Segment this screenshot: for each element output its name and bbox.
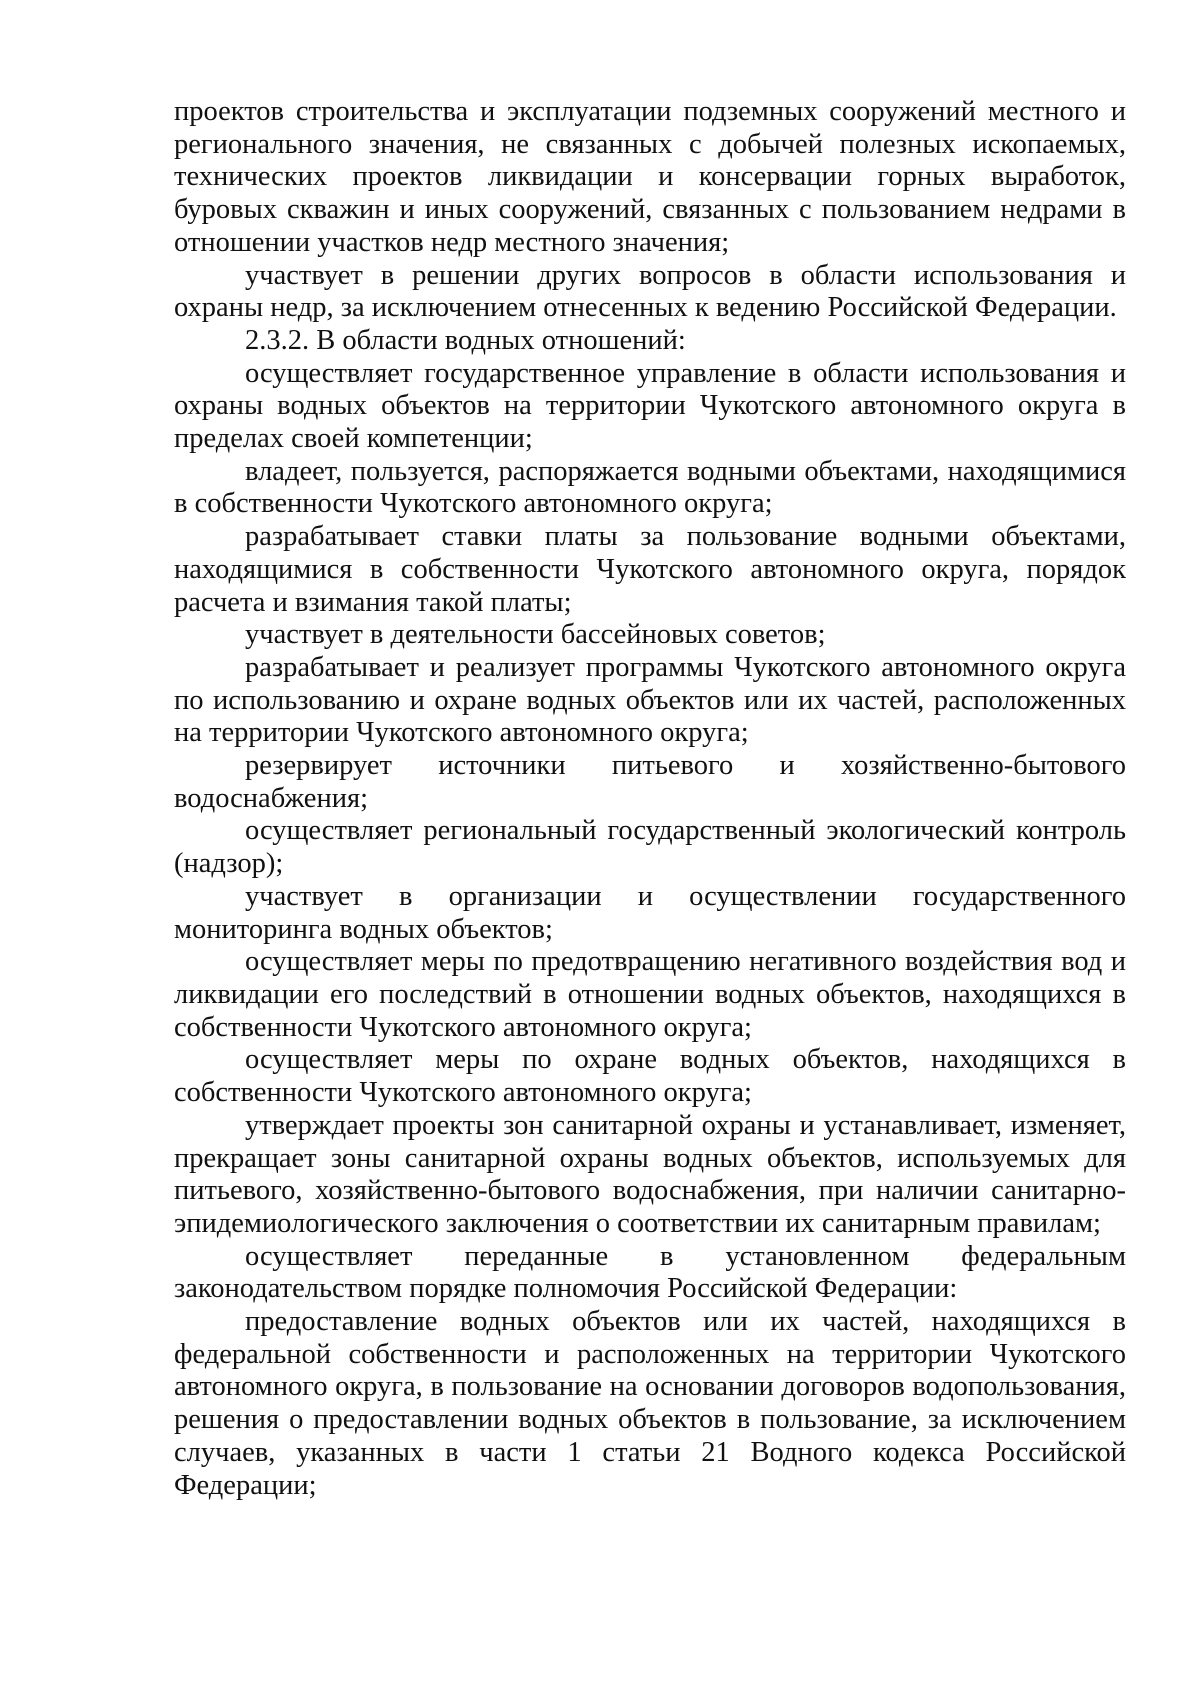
paragraph-11: участвует в организации и осуществлении государственного мониторинга водных объектов;: [174, 880, 1126, 945]
paragraph-7: участвует в деятельности бассейновых советов;: [245, 619, 826, 651]
paragraph-15: осуществляет переданные в установленном федеральным законодательством порядке полномочия Российской Федерации:: [174, 1240, 1126, 1305]
paragraph-5: владеет, пользуется, распоряжается водными объектами, находящимися в собственности Чукотского автономного округа;: [174, 455, 1126, 520]
paragraph-13: осуществляет меры по охране водных объектов, находящихся в собственности Чукотского автономного округа;: [174, 1044, 1126, 1109]
paragraph-4: осуществляет государственное управление в области использования и охраны водных объектов на территории Чукотского автономного округа в пределах своей компетенции;: [174, 357, 1126, 455]
document-page: [174, 96, 1126, 1502]
paragraph-1: проектов строительства и эксплуатации подземных сооружений местного и регионального значения, не связанных с добычей полезных ископаемых, технических проектов ликвидации и консервации горных выработок, буровых скважин и иных сооружений, связанных с пользованием недрами в отношении участков недр местного значения;: [174, 96, 1126, 258]
paragraph-14: утверждает проекты зон санитарной охраны и устанавливает, изменяет, прекращает зоны санитарной охраны водных объектов, используемых для питьевого, хозяйственно-бытового водоснабжения, при наличии санитарно-эпидемиологического заключения о соответствии их санитарным правилам;: [174, 1109, 1126, 1239]
paragraph-2: участвует в решении других вопросов в области использования и охраны недр, за исключением отнесенных к ведению Российской Федерации.: [174, 259, 1126, 324]
paragraph-12: осуществляет меры по предотвращению негативного воздействия вод и ликвидации его последствий в отношении водных объектов, находящихся в собственности Чукотского автономного округа;: [174, 946, 1126, 1043]
paragraph-6: разрабатывает ставки платы за пользование водными объектами, находящимися в собственности Чукотского автономного округа, порядок расчета и взимания такой платы;: [174, 521, 1126, 618]
paragraph-8: разрабатывает и реализует программы Чукотского автономного округа по использованию и охране водных объектов или их частей, расположенных на территории Чукотского автономного округа;: [174, 651, 1126, 749]
paragraph-16: предоставление водных объектов или их частей, находящихся в федеральной собственности и расположенных на территории Чукотского автономного округа, в пользование на основании договоров водопользования, решения о предоставлении водных объектов в пользование, за исключением случаев, указанных в части 1 статьи 21 Водного кодекса Российской Федерации;: [174, 1306, 1126, 1501]
section-heading-2-3-2: 2.3.2. В области водных отношений:: [245, 324, 686, 356]
paragraph-10: осуществляет региональный государственный экологический контроль (надзор);: [174, 815, 1126, 880]
paragraph-9: резервирует источники питьевого и хозяйственно-бытового водоснабжения;: [174, 750, 1126, 814]
